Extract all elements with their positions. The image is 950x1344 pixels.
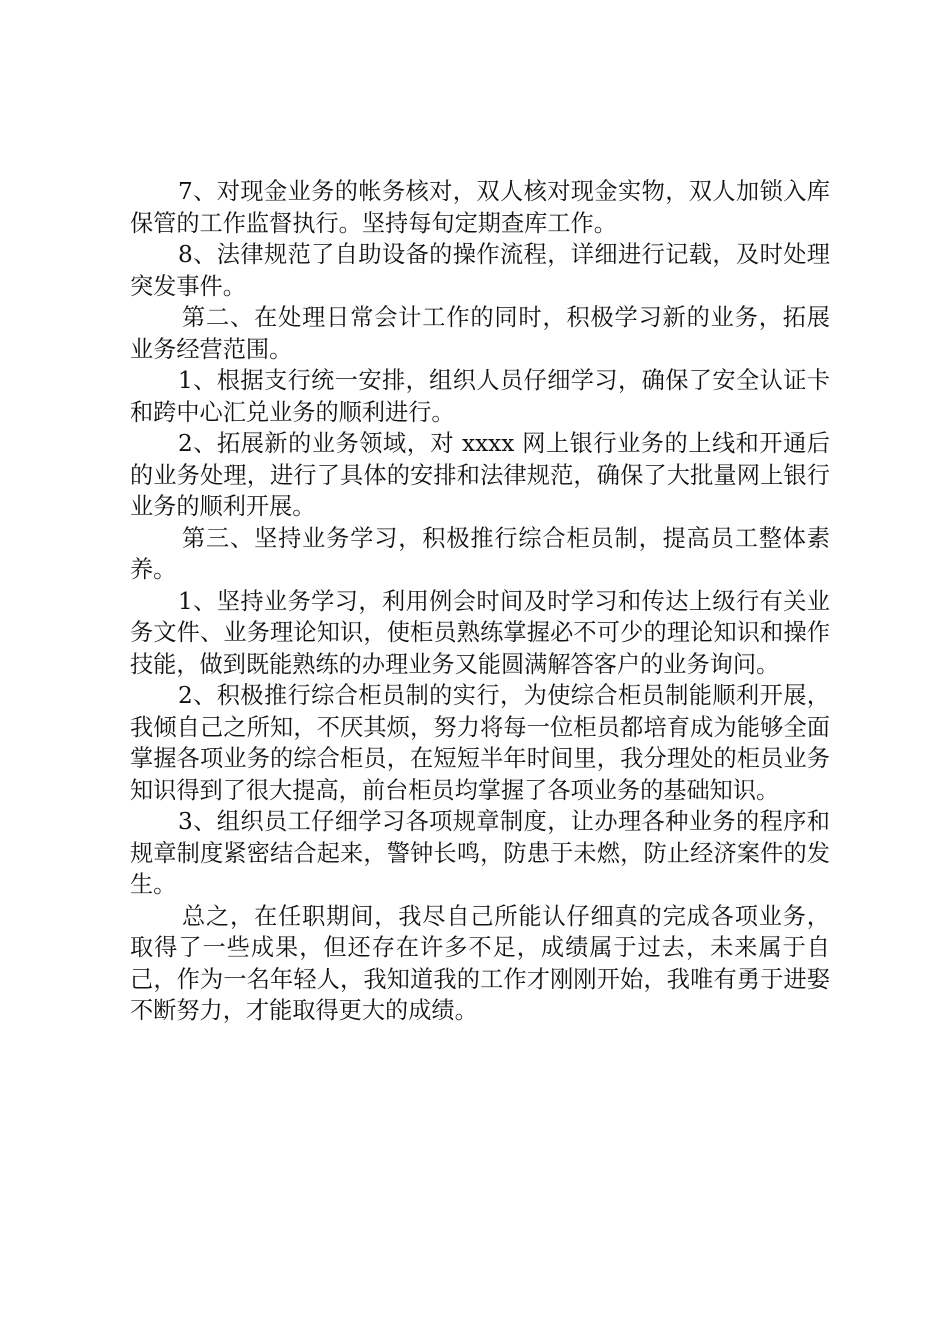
document-body — [130, 176, 830, 1027]
paragraph-item-2: 2、拓展新的业务领域，对 xxxx 网上银行业务的上线和开通后的业务处理，进行了具体的安排和法律规范，确保了大批量网上银行业务的顺利开展。 — [130, 430, 830, 520]
paragraph-item-8: 8、法律规范了自助设备的操作流程，详细进行记载，及时处理突发事件。 — [130, 241, 830, 300]
paragraph-item-3: 3、组织员工仔细学习各项规章制度，让办理各种业务的程序和规章制度紧密结合起来，警钟长鸣，防患于未燃，防止经济案件的发生。 — [130, 808, 830, 898]
section-heading-third: 第三、坚持业务学习，积极推行综合柜员制，提高员工整体素养。 — [130, 524, 830, 583]
paragraph-item-1: 1、根据支行统一安排，组织人员仔细学习，确保了安全认证卡和跨中心汇兑业务的顺利进行。 — [130, 367, 830, 426]
paragraph-conclusion: 总之，在任职期间，我尽自己所能认仔细真的完成各项业务，取得了一些成果，但还存在许多不足，成绩属于过去，未来属于自己，作为一名年轻人，我知道我的工作才刚刚开始，我唯有勇于进娶不断努力，才能取得更大的成绩。 — [130, 902, 830, 1024]
paragraph-item-2: 2、积极推行综合柜员制的实行，为使综合柜员制能顺利开展，我倾自己之所知，不厌其烦，努力将每一位柜员都培育成为能够全面掌握各项业务的综合柜员，在短短半年时间里，我分理处的柜员业务知识得到了很大提高，前台柜员均掌握了各项业务的基础知识。 — [130, 682, 830, 804]
section-heading-second: 第二、在处理日常会计工作的同时，积极学习新的业务，拓展业务经营范围。 — [130, 304, 830, 363]
paragraph-item-1: 1、坚持业务学习，利用例会时间及时学习和传达上级行有关业务文件、业务理论知识，使柜员熟练掌握必不可少的理论知识和操作技能，做到既能熟练的办理业务又能圆满解答客户的业务询问。 — [130, 587, 830, 678]
paragraph-item-7: 7、对现金业务的帐务核对，双人核对现金实物，双人加锁入库保管的工作监督执行。坚持每旬定期查库工作。 — [130, 178, 830, 237]
